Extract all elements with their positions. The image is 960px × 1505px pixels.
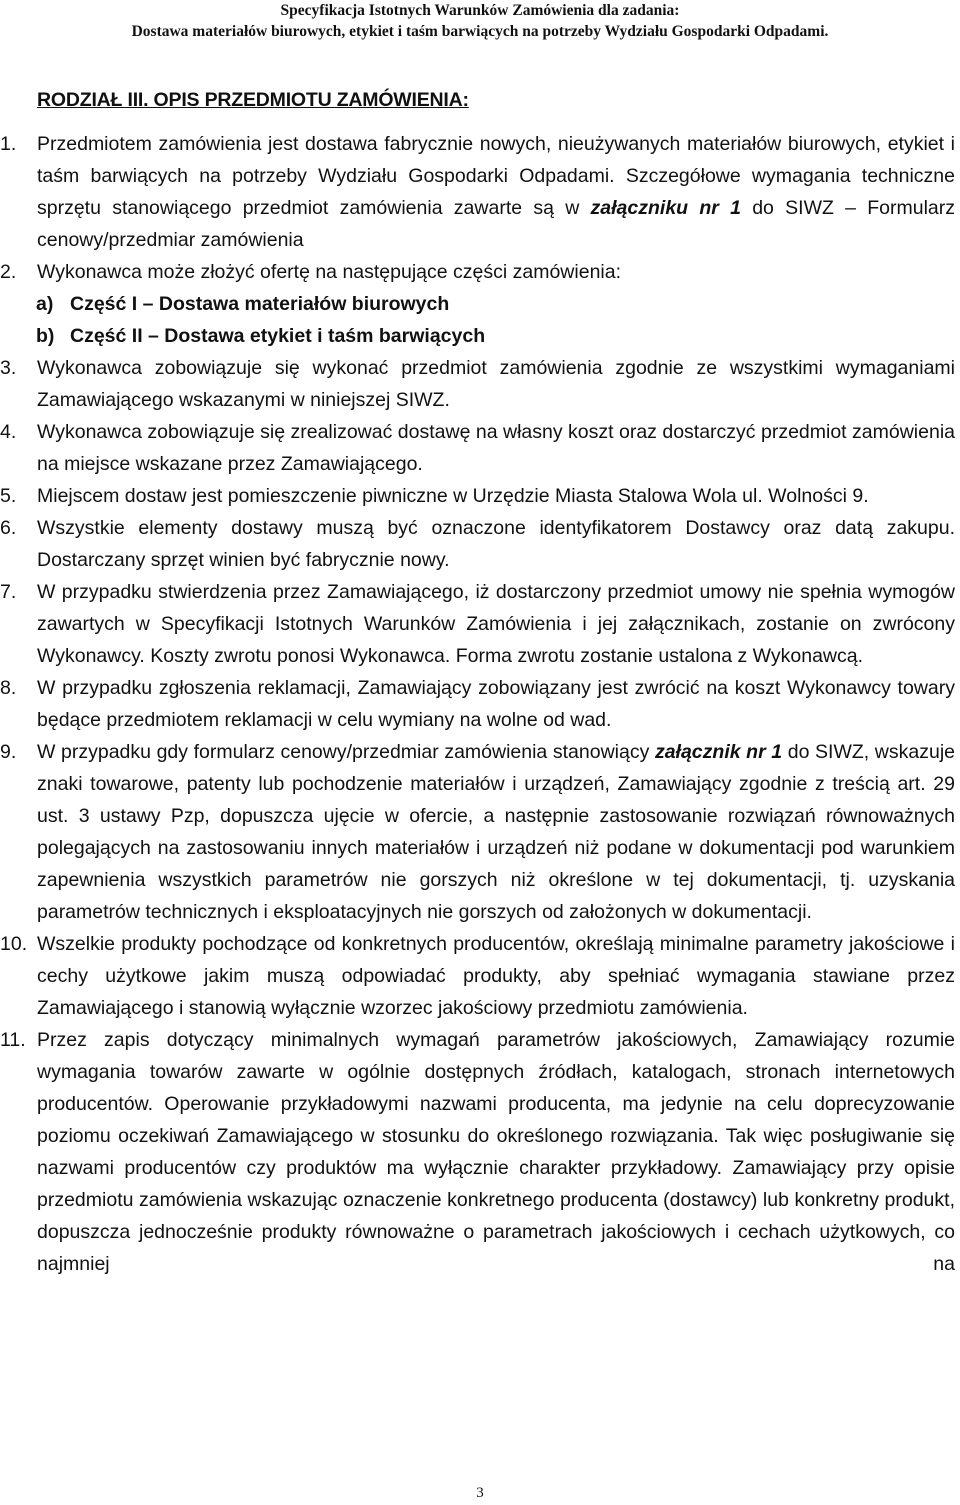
item-number: 4. xyxy=(0,421,17,443)
item-number: 9. xyxy=(0,741,17,763)
sub-item-label: a) xyxy=(36,293,54,315)
item-text: W przypadku zgłoszenia reklamacji, Zamawiający zobowiązany jest zwrócić na koszt Wykonawcy towary będące przedmiotem reklamacji w celu wymiany na wolne od wad. xyxy=(37,677,955,731)
header-line-2: Dostawa materiałów biurowych, etykiet i taśm barwiących na potrzeby Wydziału Gospodarki Odpadami. xyxy=(131,23,829,40)
list-item-7 xyxy=(0,576,955,672)
item-text: Przez zapis dotyczący minimalnych wymagań parametrów jakościowych, Zamawiający rozumie wymagania towarów zawarte w ogólnie dostępnych źródłach, katalogach, stronach internetowych producentów. Operowanie przykładowymi nazwami producenta, ma jedynie na celu doprecyzowanie poziomu oczekiwań Zamawiającego w stosunku do określonego rozwiązania. Tak więc posługiwanie się nazwami producentów czy produktów ma wyłącznie charakter przykładowy. Zamawiający przy opisie przedmiotu zamówienia wskazując oznaczenie konkretnego producenta (dostawcy) lub konkretny produkt, dopuszcza jednocześnie produkty równoważne o parametrach jakościowych i cechach użytkowych, co najmniej na xyxy=(37,1029,955,1275)
header-line-1: Specyfikacja Istotnych Warunków Zamówienia dla zadania: xyxy=(280,2,680,19)
requirements-list xyxy=(0,128,960,1280)
item-text: W przypadku gdy formularz cenowy/przedmiar zamówienia stanowiący załącznik nr 1 do SIWZ, wskazuje znaki towarowe, patenty lub pochodzenie materiałów i urządzeń, Zamawiający zgodnie z treścią art. 29 ust. 3 ustawy Pzp, dopuszcza ujęcie w ofercie, a następnie zastosowanie rozwiązań równoważnych polegających na zastosowaniu innych materiałów i urządzeń niż podane w dokumentacji pod warunkiem zapewnienia wszystkich parametrów nie gorszych niż określone w tej dokumentacji, tj. uzyskania parametrów technicznych i eksploatacyjnych nie gorszych od założonych w dokumentacji. xyxy=(37,741,955,923)
item-text: Przedmiotem zamówienia jest dostawa fabrycznie nowych, nieużywanych materiałów biurowych, etykiet i taśm barwiących na potrzeby Wydziału Gospodarki Odpadami. Szczegółowe wymagania techniczne sprzętu stanowiącego przedmiot zamówienia zawarte są w załączniku nr 1 do SIWZ – Formularz cenowy/przedmiar zamówienia xyxy=(37,133,955,251)
list-item-2 xyxy=(0,256,955,288)
page-number: 3 xyxy=(476,1485,484,1501)
list-item-5 xyxy=(0,480,955,512)
sub-item-label: b) xyxy=(36,325,55,347)
item-text: Wykonawca zobowiązuje się zrealizować dostawę na własny koszt oraz dostarczyć przedmiot zamówienia na miejsce wskazane przez Zamawiającego. xyxy=(37,421,955,475)
sub-item-b xyxy=(0,320,960,352)
attachment-reference: załączniku nr 1 xyxy=(590,197,741,219)
item-text: W przypadku stwierdzenia przez Zamawiającego, iż dostarczony przedmiot umowy nie spełnia wymogów zawartych w Specyfikacji Istotnych Warunków Zamówienia i jej załącznikach, zostanie on zwrócony Wykonawcy. Koszty zwrotu ponosi Wykonawca. Forma zwrotu zostanie ustalona z Wykonawcą. xyxy=(37,581,955,667)
item-number: 6. xyxy=(0,517,17,539)
list-item-10 xyxy=(0,928,955,1024)
item-number: 11. xyxy=(0,1029,26,1051)
item-number: 5. xyxy=(0,485,17,507)
item-text: Wykonawca zobowiązuje się wykonać przedmiot zamówienia zgodnie ze wszystkimi wymaganiami Zamawiającego wskazanymi w niniejszej SIWZ. xyxy=(37,357,955,411)
list-item-1 xyxy=(0,128,955,256)
item-text: Wszelkie produkty pochodzące od konkretnych producentów, określają minimalne parametry jakościowe i cechy użytkowe jakim muszą odpowiadać produkty, aby spełniać wymagania stawiane przez Zamawiającego i stanowią wyłącznie wzorzec jakościowy przedmiotu zamówienia. xyxy=(37,933,955,1019)
list-item-3 xyxy=(0,352,955,416)
item-text: Wykonawca może złożyć ofertę na następujące części zamówienia: xyxy=(37,261,622,283)
item-number: 7. xyxy=(0,581,17,603)
list-item-8 xyxy=(0,672,955,736)
item-number: 8. xyxy=(0,677,17,699)
chapter-title: RODZIAŁ III. OPIS PRZEDMIOTU ZAMÓWIENIA: xyxy=(37,89,469,111)
attachment-reference: załącznik nr 1 xyxy=(654,741,783,763)
list-item-4 xyxy=(0,416,955,480)
list-item-6 xyxy=(0,512,955,576)
item-number: 1. xyxy=(0,133,17,155)
item-number: 2. xyxy=(0,261,17,283)
item-text: Miejscem dostaw jest pomieszczenie piwniczne w Urzędzie Miasta Stalowa Wola ul. Wolności 9. xyxy=(37,485,869,507)
item-text: Wszystkie elementy dostawy muszą być oznaczone identyfikatorem Dostawcy oraz datą zakupu. Dostarczany sprzęt winien być fabrycznie nowy. xyxy=(37,517,955,571)
sub-item-text: Część II – Dostawa etykiet i taśm barwiących xyxy=(70,325,486,347)
list-item-9 xyxy=(0,736,955,928)
sub-item-text: Część I – Dostawa materiałów biurowych xyxy=(70,293,450,315)
sub-item-a xyxy=(0,288,960,320)
list-item-11 xyxy=(0,1024,955,1280)
item-number: 3. xyxy=(0,357,17,379)
item-number: 10. xyxy=(0,933,28,955)
